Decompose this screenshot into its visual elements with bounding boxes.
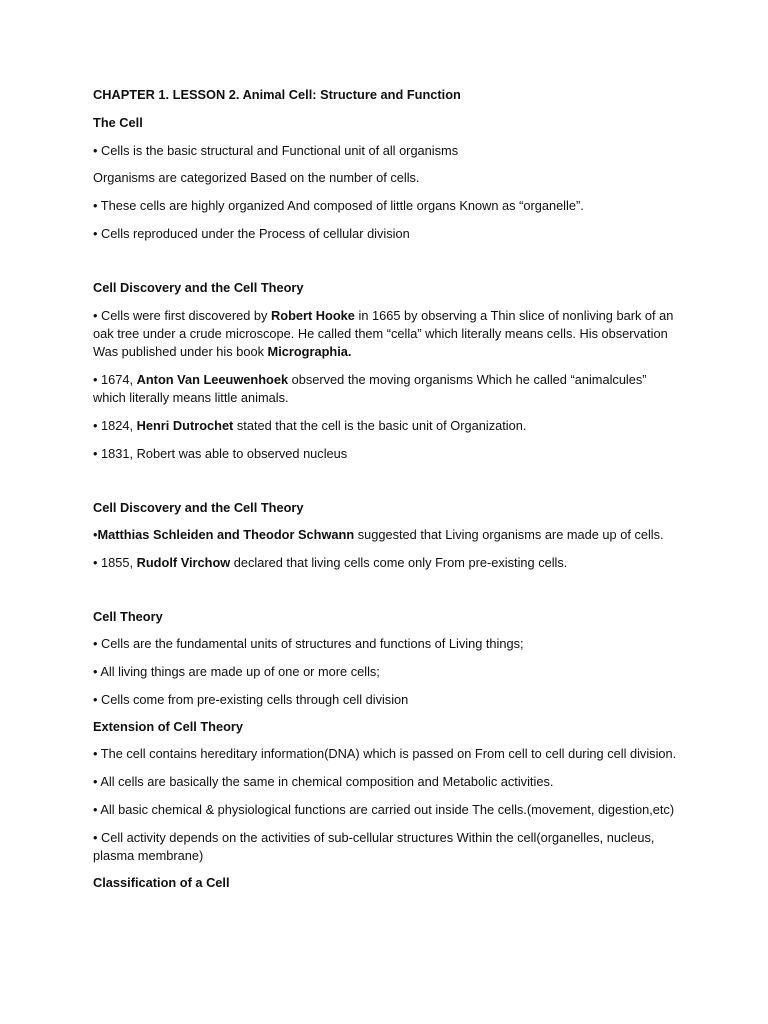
bold-book-title: Micrographia. [267, 344, 352, 359]
document-page [93, 86, 678, 892]
heading-cell-discovery: Cell Discovery and the Cell Theory [93, 280, 304, 295]
paragraph-dutrochet [93, 417, 678, 435]
paragraph: • Cells is the basic structural and Functional unit of all organisms [93, 143, 459, 158]
paragraph-schleiden-schwann [93, 526, 678, 544]
paragraph: Organisms are categorized Based on the number of cells. [93, 170, 420, 185]
bold-name: Matthias Schleiden and Theodor Schwann [97, 527, 355, 542]
bold-name: Anton Van Leeuwenhoek [136, 372, 289, 387]
text: • [93, 527, 98, 542]
paragraph: • The cell contains hereditary information(DNA) which is passed on From cell to cell during cell division. [93, 746, 677, 761]
text: stated that the cell is the basic unit of Organization. [233, 418, 527, 433]
bold-name: Henri Dutrochet [136, 418, 234, 433]
paragraph: • Cells come from pre-existing cells through cell division [93, 692, 409, 707]
text: • Cells were first discovered by [93, 308, 272, 323]
paragraph-virchow [93, 554, 678, 572]
text: declared that living cells come only From pre-existing cells. [230, 555, 568, 570]
text: observed the moving organisms Which he called “animalcules” which literally means little animals. [93, 372, 647, 405]
paragraph: • 1831, Robert was able to observed nucleus [93, 446, 348, 461]
heading-classification: Classification of a Cell [93, 875, 230, 890]
text: • 1824, [93, 418, 137, 433]
paragraph: • Cells are the fundamental units of structures and functions of Living things; [93, 636, 524, 651]
chapter-title: CHAPTER 1. LESSON 2. Animal Cell: Structure and Function [93, 87, 461, 102]
paragraph: • Cells reproduced under the Process of cellular division [93, 226, 410, 241]
paragraph: • Cell activity depends on the activities of sub-cellular structures Within the cell(organelles, nucleus, plasma membrane) [93, 830, 655, 863]
text: • 1674, [93, 372, 137, 387]
paragraph: • All basic chemical & physiological functions are carried out inside The cells.(movement, digestion,etc) [93, 802, 675, 817]
bold-name: Robert Hooke [271, 308, 355, 323]
bold-name: Rudolf Virchow [136, 555, 231, 570]
text: in 1665 by observing a Thin slice of nonliving bark of an oak tree under a crude microscope. He called them “cella” which literally means cells. His observation Was published under his book [93, 308, 674, 359]
heading-the-cell: The Cell [93, 115, 143, 130]
heading-extension-cell-theory: Extension of Cell Theory [93, 719, 244, 734]
heading-cell-theory: Cell Theory [93, 609, 163, 624]
paragraph-hooke [93, 307, 678, 361]
paragraph: • These cells are highly organized And composed of little organs Known as “organelle”. [93, 198, 584, 213]
paragraph-leeuwenhoek [93, 371, 678, 407]
heading-cell-discovery-2: Cell Discovery and the Cell Theory [93, 500, 304, 515]
text: suggested that Living organisms are made up of cells. [354, 527, 664, 542]
paragraph: • All living things are made up of one or more cells; [93, 664, 380, 679]
text: • 1855, [93, 555, 137, 570]
paragraph: • All cells are basically the same in chemical composition and Metabolic activities. [93, 774, 554, 789]
